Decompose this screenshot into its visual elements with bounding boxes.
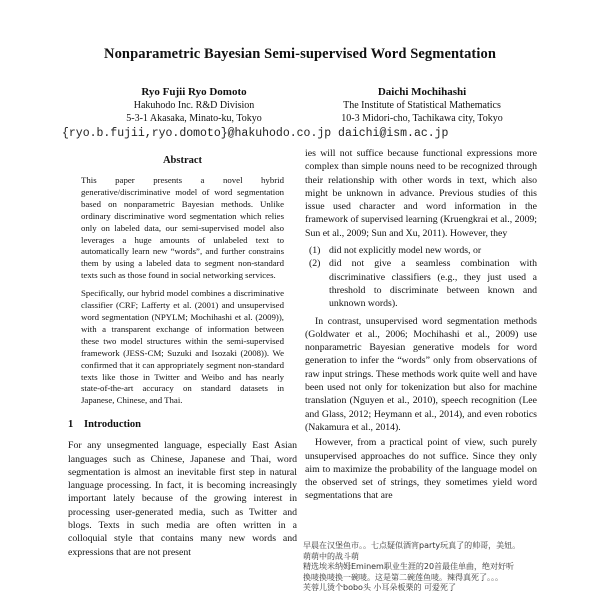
affiliation-left-line2: 5-3-1 Akasaka, Minato-ku, Tokyo bbox=[126, 113, 262, 124]
affiliation-right-line1: The Institute of Statistical Mathematics bbox=[343, 100, 501, 111]
paper-title: Nonparametric Bayesian Semi-supervised Word Segmentation bbox=[104, 46, 496, 62]
right-paragraph-3: However, from a practical point of view, such purely unsupervised approaches do not suffice. Since they only aim to maximize the probability of the language model on the observed set of strings, they sometimes yield word segmentations that are bbox=[305, 437, 537, 502]
list-item-2-number: (2) bbox=[309, 258, 321, 270]
author-block-right bbox=[300, 86, 544, 125]
affiliation-left-line1: Hakuhodo Inc. R&D Division bbox=[133, 100, 255, 111]
numbered-list bbox=[305, 244, 537, 310]
abstract-paragraph-2: Specifically, our hybrid model combines a discriminative classifier (CRF; Lafferty et al. (2001) and unsupervised word segmentation (NPYLM; Mochihashi et al. (2009)), with a transparent exchange of information between these two model structures within the semi-supervised framework (JESS-CM; Suzuki and Isozaki (2008)). We confirmed that it can appropriately segment non-standard texts like those in Twitter and Weibo and has nearly state-of-the-art accuracy on standard datasets in Japanese, Chinese, and Thai. bbox=[81, 288, 284, 406]
author-block-left bbox=[88, 86, 300, 125]
abstract-heading: Abstract bbox=[162, 155, 203, 166]
section-1-heading bbox=[68, 419, 297, 430]
list-item-1 bbox=[305, 244, 537, 257]
example-text-line: 萌萌中的战斗萌 bbox=[303, 551, 359, 561]
affiliation-right-line2: 10-3 Midori-cho, Tachikawa city, Tokyo bbox=[341, 113, 503, 124]
left-column bbox=[68, 155, 297, 559]
abstract-body bbox=[81, 175, 284, 407]
section-1-number: 1 bbox=[68, 419, 74, 431]
right-paragraph-2: In contrast, unsupervised word segmentation methods (Goldwater et al., 2006; Mochihashi et al., 2009) use nonparametric Bayesian generative models for word generation to infer the “words” only from observations of raw input strings. These methods work quite well and have been used not only for tokenization but also for machine translation (Nguyen et al., 2010), speech recognition (Lee and Glass, 2012; Heymann et al., 2014), and even robotics (Nakamura et al., 2014). bbox=[305, 315, 537, 433]
right-paragraph-1: ies will not suffice because functional expressions more complex than simple nouns need to be recognized through their relationship with other words in text, which also might be unknown in advance. Previous studies of this issue used character and word information in the framework of supervised learning (Kruengkrai et al., 2009; Sun et al., 2009; Sun and Xu, 2011). However, they bbox=[305, 148, 537, 239]
section-1-title: Introduction bbox=[84, 419, 141, 431]
right-column bbox=[305, 147, 537, 503]
example-text-line: 换唛换唛换一碗唛。这是第二碗莲鱼唛。辣得真死了。。。 bbox=[303, 572, 503, 582]
list-item-1-text: did not explicitly model new words, or bbox=[329, 245, 482, 257]
weibo-example-text bbox=[303, 541, 543, 594]
example-text-line: 精选埃米纳姆Eminem职业生涯的20首最佳单曲，绝对好听 bbox=[303, 562, 515, 572]
intro-paragraph-1: For any unsegmented language, especially East Asian languages such as Chinese, Japanese and Thai, word segmentation is almost an inevitable first step in natural language processing. In fact, it is becoming increasingly important lately because of the growing interest in processing user-generated media, such as Twitter and blogs. Texts in such media are often written in a colloquial style that contains many new words and expressions that are not present bbox=[68, 440, 297, 558]
author-names-left: Ryo Fujii Ryo Domoto bbox=[141, 86, 247, 98]
abstract-paragraph-1: This paper presents a novel hybrid generative/discriminative model of word segmentation based on nonparametric Bayesian methods. Unlike ordinary discriminative word segmentation which relies only on labeled data, our semi-supervised model also leverages a huge amounts of unlabeled text to automatically learn new “words”, and further constrains them by using a labeled data to segment non-standard texts such as those found in social networking services. bbox=[81, 175, 284, 281]
author-emails: {ryo.b.fujii,ryo.domoto}@hakuhodo.co.jp daichi@ism.ac.jp bbox=[62, 127, 449, 140]
example-text-line: 早晨在汉堡鱼市。。七点疑似酒宵party玩真了的帅哥，美妞。 bbox=[303, 541, 521, 550]
list-item-2-text: did not give a seamless combination with discriminative classifiers (e.g., they just used a threshold to discriminate between known and unknown words). bbox=[329, 258, 537, 310]
list-item-2 bbox=[305, 257, 537, 310]
author-names-right: Daichi Mochihashi bbox=[377, 86, 467, 98]
example-text-line: 芙蓉儿烫个bobo头 小耳朵板栗的 可爱死了 bbox=[303, 583, 457, 593]
list-item-1-number: (1) bbox=[309, 245, 321, 257]
